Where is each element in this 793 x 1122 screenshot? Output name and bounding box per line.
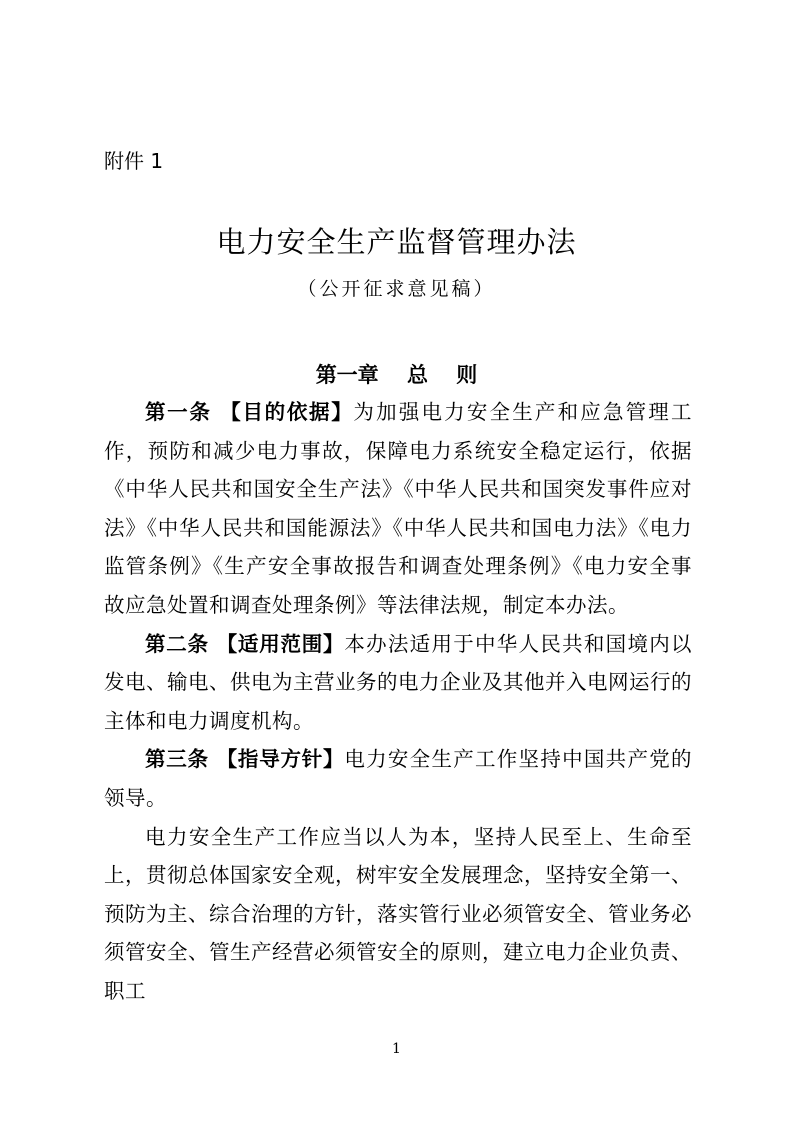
article-tag: 【目的依据】 [220, 400, 354, 424]
article-number: 第二条 [145, 631, 209, 656]
attachment-label: 附件 1 [104, 149, 164, 173]
article-tag: 【指导方针】 [216, 747, 345, 772]
page-number: 1 [392, 1041, 401, 1057]
article-tag: 【适用范围】 [216, 631, 345, 656]
article-1 [104, 393, 692, 625]
article-text: 电力安全生产工作坚持中国共产党的领导。 [104, 747, 693, 810]
article-text: 为加强电力安全生产和应急管理工作，预防和减少电力事故，保障电力系统安全稳定运行，依据《中华人民共和国安全生产法》《中华人民共和国突发事件应对法》《中华人民共和国能源法》《中华人民共和国电力法》《电力监管条例》《生产安全事故报告和调查处理条例》《电力安全事故应急处置和调查处理条例》等法律法规，制定本办法。 [104, 400, 692, 617]
document-body [104, 393, 692, 1011]
article-number: 第一条 [145, 400, 212, 424]
article-number: 第三条 [145, 747, 209, 772]
article-text: 本办法适用于中华人民共和国境内以发电、输电、供电为主营业务的电力企业及其他并入电网运行的主体和电力调度机构。 [104, 631, 693, 733]
document-title: 电力安全生产监督管理办法 [216, 225, 577, 259]
article-3 [104, 740, 692, 817]
chapter-heading: 第一章 总 则 [315, 363, 478, 387]
document-subtitle: （公开征求意见稿） [297, 278, 496, 300]
article-3-continuation: 电力安全生产工作应当以人为本，坚持人民至上、生命至上，贯彻总体国家安全观，树牢安全发展理念，坚持安全第一、预防为主、综合治理的方针，落实管行业必须管安全、管业务必须管安全、管生产经营必须管安全的原则，建立电力企业负责、职工 [104, 824, 692, 1003]
article-2 [104, 625, 692, 741]
